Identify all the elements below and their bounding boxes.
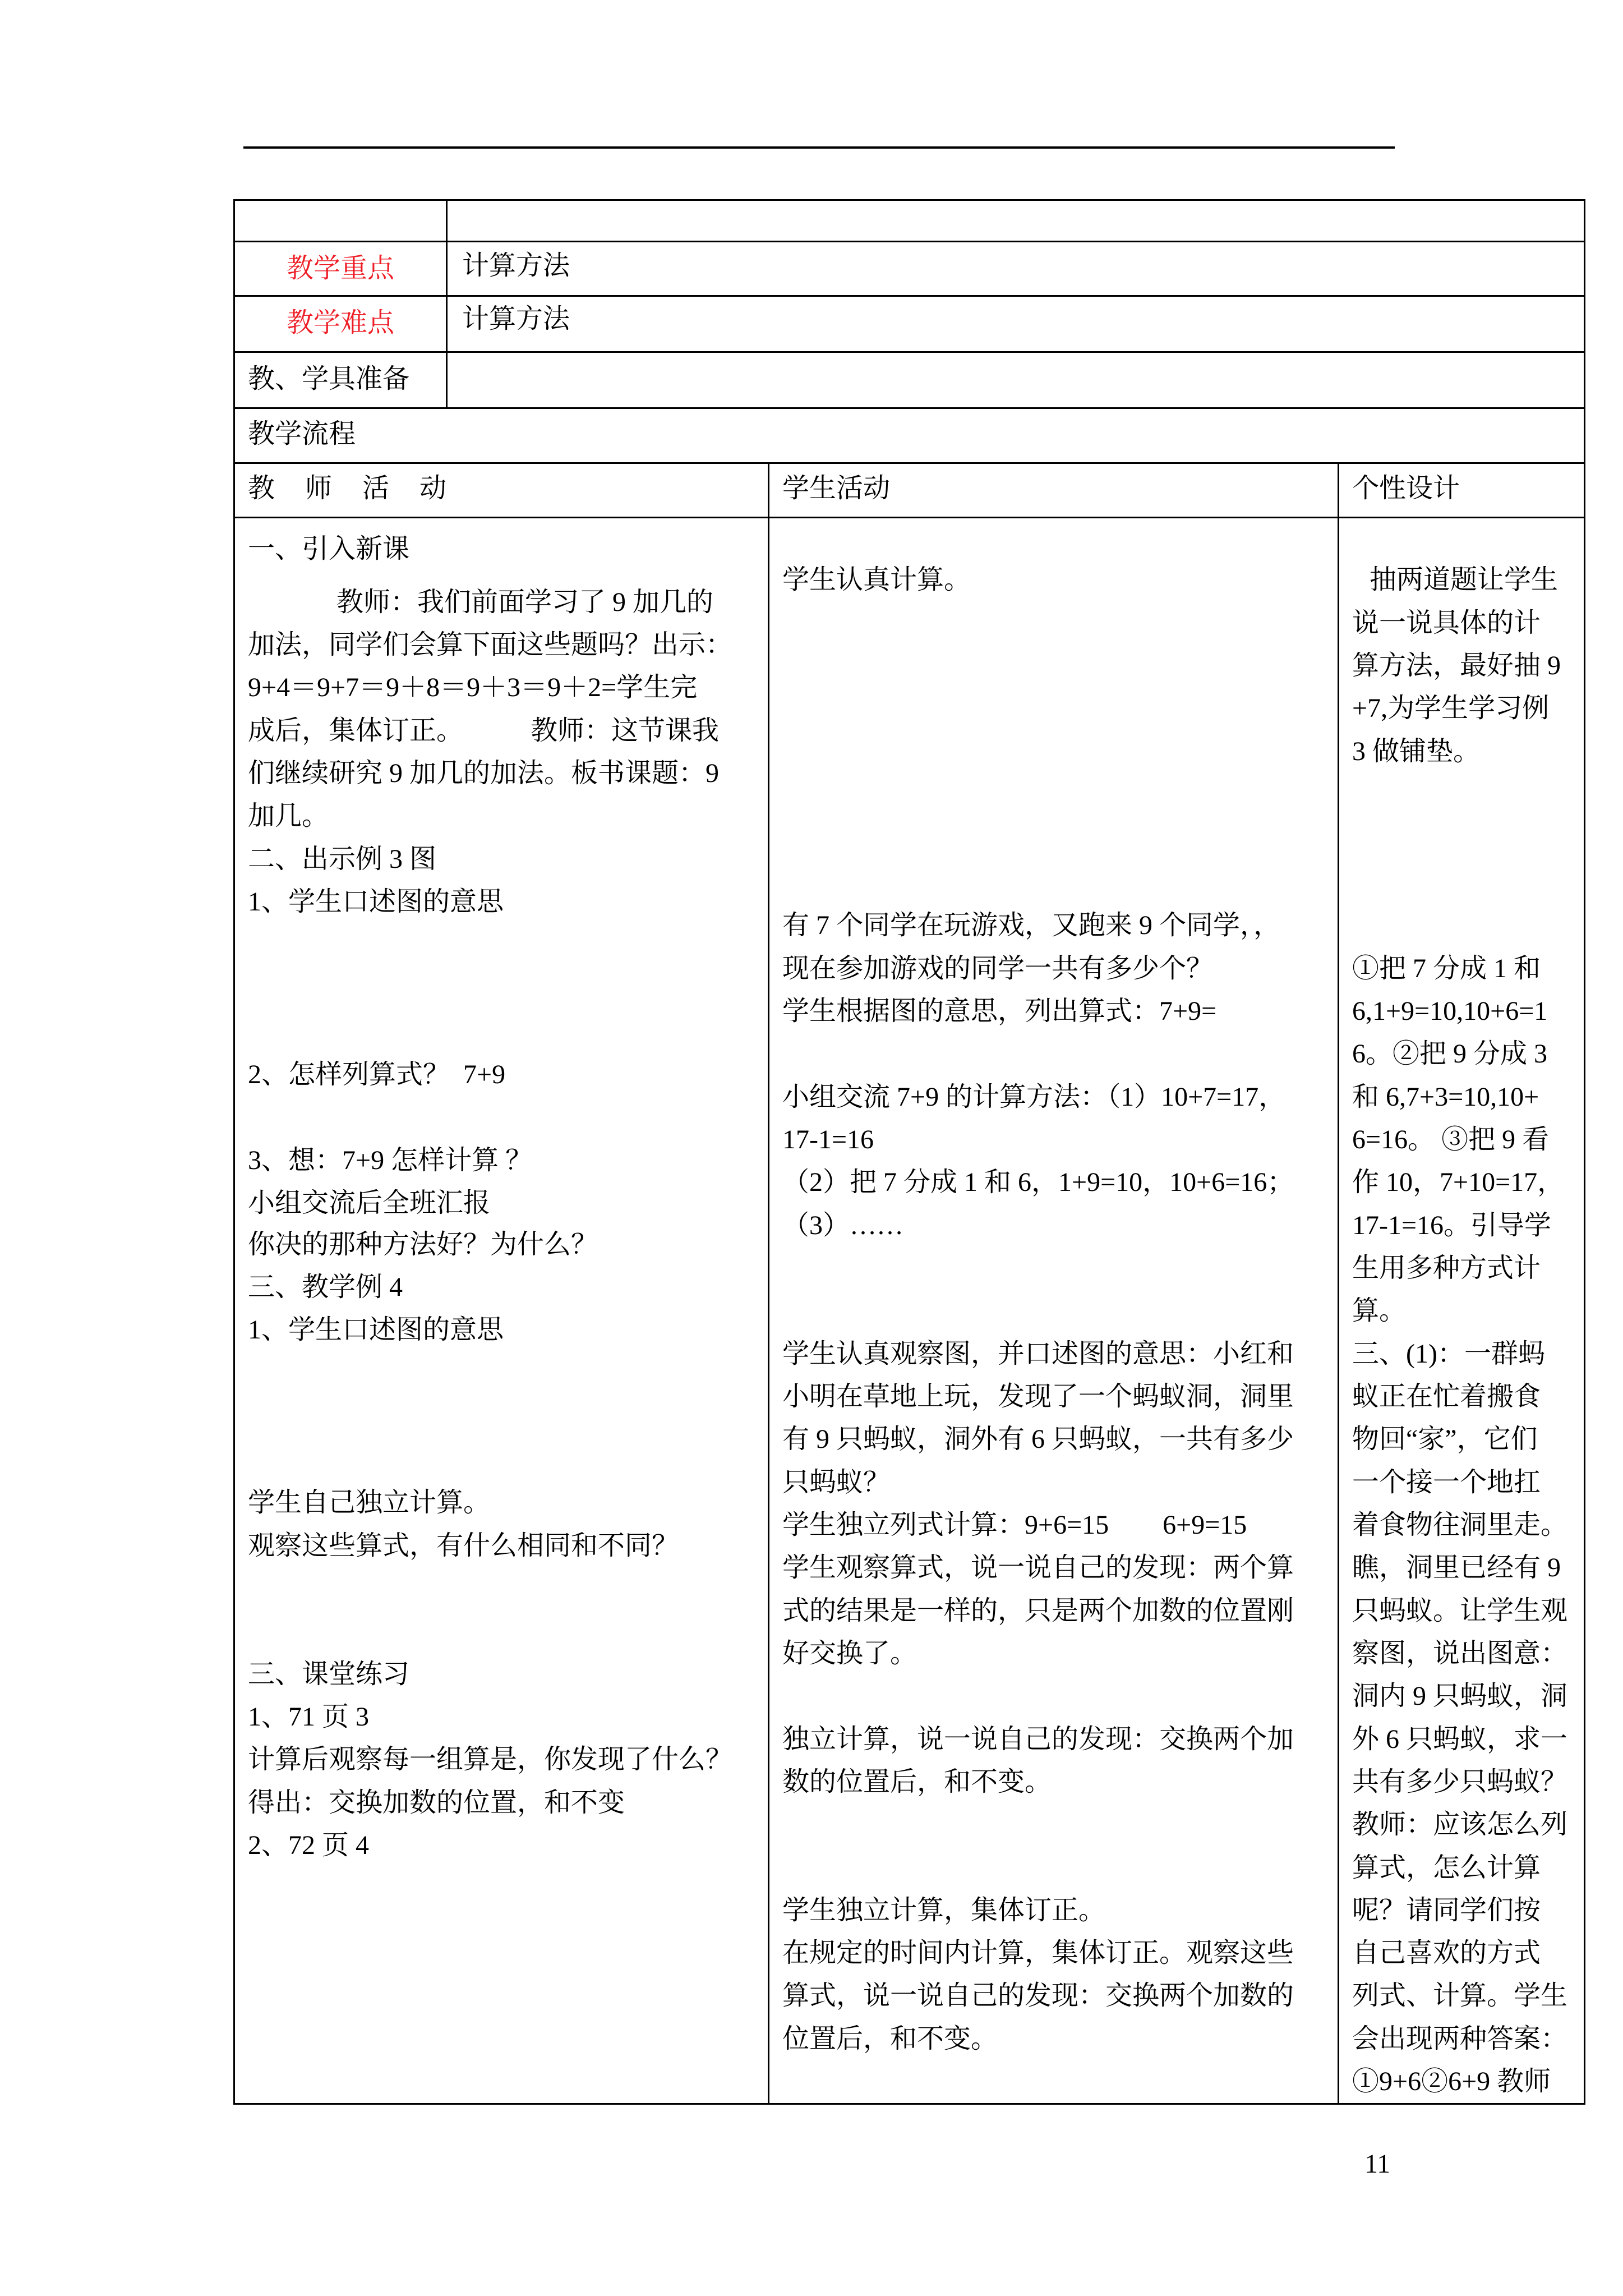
column-header-student: 学生活动 (782, 473, 891, 503)
student-activity-line: 位置后，和不变。 (782, 2024, 998, 2054)
personal-design-line: 一个接一个地扛 (1352, 1467, 1541, 1497)
teacher-activity-line: 成后，集体订正。 教师：这节课我 (248, 716, 720, 746)
student-activity-line: 17-1=16 (782, 1125, 874, 1154)
column-header-teacher: 教 师 活 动 (248, 473, 447, 503)
teacher-activity-line: 你决的那种方法好？为什么？ (248, 1230, 598, 1259)
personal-design-line: 列式、计算。学生 (1352, 1981, 1568, 2010)
flow-title: 教学流程 (248, 419, 356, 449)
student-activity-line: 学生独立计算，集体订正。 (782, 1895, 1106, 1925)
student-activity-line: （2）把 7 分成 1 和 6，1+9=10，10+6=16； (782, 1167, 1294, 1197)
student-activity-line: 小组交流 7+9 的计算方法：（1）10+7=17， (782, 1082, 1286, 1112)
teacher-activity-line: 2、72 页 4 (248, 1830, 370, 1860)
table-rule (446, 199, 448, 409)
table-rule (233, 241, 1585, 242)
teacher-activity-line: 得出：交换加数的位置，和不变 (248, 1788, 625, 1818)
teacher-activity-line: 学生自己独立计算。 (248, 1488, 491, 1517)
table-rule (233, 199, 1585, 201)
personal-design-line: 和 6,7+3=10,10+ (1352, 1082, 1539, 1112)
personal-design-line: 17-1=16。引导学 (1352, 1211, 1552, 1240)
personal-design-line: 算方法，最好抽 9 (1352, 651, 1561, 680)
teacher-activity-line: 1、学生口述图的意思 (248, 887, 504, 917)
personal-design-line: 洞内 9 只蚂蚁，洞 (1352, 1681, 1568, 1711)
personal-design-line: 着食物往洞里走。 (1352, 1510, 1568, 1540)
student-activity-line: 有 9 只蚂蚁，洞外有 6 只蚂蚁，一共有多少 (782, 1424, 1294, 1454)
teacher-activity-line: 三、课堂练习 (248, 1659, 410, 1689)
student-activity-line: 式的结果是一样的，只是两个加数的位置刚 (782, 1596, 1294, 1626)
student-activity-line: 小明在草地上玩，发现了一个蚂蚁洞，洞里 (782, 1382, 1294, 1411)
personal-design-line: 察图，说出图意： (1352, 1639, 1568, 1668)
teacher-activity-line: 3、想：7+9 怎样计算 ？ (248, 1145, 533, 1175)
personal-design-line: 只蚂蚁。让学生观 (1352, 1596, 1568, 1626)
personal-design-line: 会出现两种答案： (1352, 2024, 1568, 2054)
personal-design-line: ①把 7 分成 1 和 (1352, 954, 1541, 983)
personal-design-line: 生用多种方式计 (1352, 1253, 1541, 1283)
materials-label: 教、学具准备 (248, 364, 410, 394)
teacher-activity-line: 一、引入新课 (248, 534, 410, 564)
personal-design-line: 6。②把 9 分成 3 (1352, 1039, 1548, 1069)
teacher-activity-line: 小组交流后全班汇报 (248, 1188, 491, 1218)
student-activity-line: 独立计算，说一说自己的发现：交换两个加 (782, 1724, 1294, 1754)
personal-design-line: 6=16。 ③把 9 看 (1352, 1125, 1550, 1154)
difficulty-label: 教学难点 (286, 308, 394, 338)
personal-design-line: 蚁正在忙着搬食 (1352, 1382, 1541, 1411)
personal-design-line: ①9+6②6+9 教师 (1352, 2067, 1551, 2096)
personal-design-line: 物回“家”，它们 (1352, 1424, 1538, 1454)
teacher-activity-line: 计算后观察每一组算是，你发现了什么？ (248, 1745, 733, 1774)
student-activity-line: 学生认真计算。 (782, 565, 971, 595)
teacher-activity-line: 1、71 页 3 (248, 1702, 370, 1732)
personal-design-line: 三、(1)：一群蚂 (1352, 1339, 1545, 1369)
personal-design-line: 抽两道题让学生 (1370, 565, 1559, 595)
student-activity-line: 有 7 个同学在玩游戏，又跑来 9 个同学，， (782, 910, 1281, 940)
table-rule (233, 199, 235, 2105)
column-header-design: 个性设计 (1352, 473, 1460, 503)
student-activity-line: 数的位置后，和不变。 (782, 1767, 1052, 1797)
table-rule (1338, 462, 1339, 2105)
student-activity-line: 学生独立列式计算：9+6=15 6+9=15 (782, 1510, 1247, 1540)
teacher-activity-line: 2、怎样列算式？ 7+9 (248, 1060, 506, 1089)
teacher-activity-line: 1、学生口述图的意思 (248, 1315, 504, 1345)
personal-design-line: 外 6 只蚂蚁，求一 (1352, 1724, 1568, 1754)
teacher-activity-line: 二、出示例 3 图 (248, 844, 437, 874)
teacher-activity-line: 加几。 (248, 801, 329, 831)
header-rule (243, 146, 1395, 149)
personal-design-line: 算式，怎么计算 (1352, 1853, 1541, 1883)
teacher-activity-line: 加法，同学们会算下面这些题吗？出示： (248, 630, 733, 660)
student-activity-line: 只蚂蚁？ (782, 1467, 891, 1497)
student-activity-line: 学生根据图的意思，列出算式：7+9= (782, 996, 1217, 1026)
student-activity-line: 学生认真观察图，并口述图的意思：小红和 (782, 1339, 1294, 1369)
difficulty-value: 计算方法 (462, 304, 570, 334)
personal-design-line: 呢？请同学们按 (1352, 1895, 1541, 1925)
table-rule (1584, 199, 1585, 2105)
table-rule (233, 407, 1585, 409)
teacher-activity-line: 9+4＝9+7＝9＋8＝9＋3＝9＋2=学生完 (248, 673, 698, 702)
personal-design-line: 3 做铺垫。 (1352, 737, 1481, 766)
student-activity-line: 好交换了。 (782, 1639, 917, 1668)
teacher-activity-line: 观察这些算式，有什么相同和不同？ (248, 1531, 679, 1561)
key-point-label: 教学重点 (286, 254, 394, 283)
table-rule (233, 2103, 1585, 2105)
personal-design-line: 瞧，洞里已经有 9 (1352, 1553, 1561, 1582)
student-activity-line: 在规定的时间内计算，集体订正。观察这些 (782, 1938, 1294, 1968)
personal-design-line: 作 10，7+10=17， (1352, 1167, 1565, 1197)
personal-design-line: 共有多少只蚂蚁？ (1352, 1767, 1568, 1797)
personal-design-line: +7,为学生学习例 (1352, 693, 1550, 723)
personal-design-line: 教师：应该怎么列 (1352, 1810, 1568, 1839)
teacher-activity-line: 三、教学例 4 (248, 1272, 403, 1302)
key-point-value: 计算方法 (462, 251, 570, 280)
teacher-activity-line: 教师：我们前面学习了 9 加几的 (336, 587, 714, 617)
student-activity-line: 学生观察算式，说一说自己的发现：两个算 (782, 1553, 1294, 1582)
table-rule (768, 462, 769, 2105)
personal-design-line: 算。 (1352, 1296, 1407, 1326)
table-rule (233, 517, 1585, 518)
table-rule (233, 351, 1585, 353)
table-rule (233, 295, 1585, 297)
student-activity-line: 算式，说一说自己的发现：交换两个加数的 (782, 1981, 1294, 2010)
personal-design-line: 6,1+9=10,10+6=1 (1352, 996, 1548, 1026)
teacher-activity-line: 们继续研究 9 加几的加法。板书课题：9 (248, 758, 720, 788)
student-activity-line: （3）…… (782, 1211, 904, 1240)
personal-design-line: 说一说具体的计 (1352, 608, 1541, 638)
student-activity-line: 现在参加游戏的同学一共有多少个？ (782, 954, 1214, 983)
personal-design-line: 自己喜欢的方式 (1352, 1938, 1541, 1968)
page-number: 11 (1364, 2149, 1391, 2179)
table-rule (233, 462, 1585, 464)
